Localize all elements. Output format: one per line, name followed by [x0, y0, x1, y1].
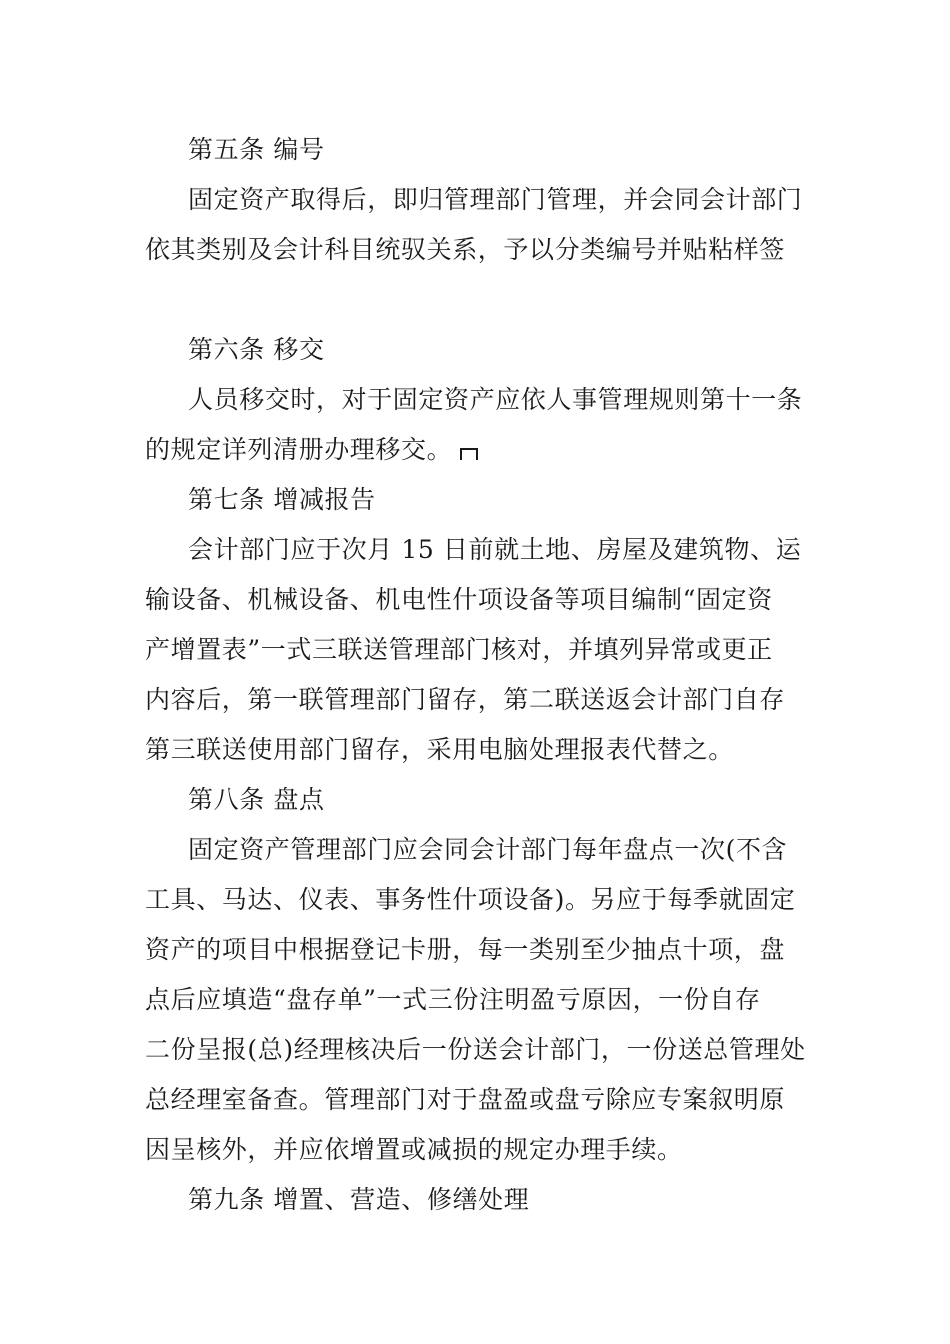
article-8-line-3: 资产的项目中根据登记卡册，每一类别至少抽点十项，盘 — [145, 935, 786, 964]
article-6-title: 第六条 移交 — [188, 335, 325, 364]
article-7-line-5: 第三联送使用部门留存，采用电脑处理报表代替之。 — [145, 735, 734, 764]
article-5-line-1: 固定资产取得后，即归管理部门管理，并会同会计部门 — [188, 185, 803, 214]
article-8-line-1: 固定资产管理部门应会同会计部门每年盘点一次(不含 — [188, 835, 788, 864]
article-6-line-1: 人员移交时，对于固定资产应依人事管理规则第十一条 — [188, 385, 803, 414]
article-8-line-2: 工具、马达、仪表、事务性什项设备)。另应于每季就固定 — [145, 885, 796, 914]
article-8-line-5: 二份呈报(总)经理核决后一份送会计部门，一份送总管理处 — [145, 1035, 806, 1064]
article-7-title: 第七条 增减报告 — [188, 485, 376, 514]
article-6-line-2 — [145, 433, 815, 467]
article-5-line-2: 依其类别及会计科目统驭关系，予以分类编号并贴粘样签 — [145, 235, 786, 264]
article-5-title: 第五条 编号 — [188, 135, 325, 164]
article-7-line-1: 会计部门应于次月 15 日前就土地、房屋及建筑物、运 — [188, 535, 802, 564]
article-7-line-3: 产增置表”一式三联送管理部门核对，并填列异常或更正 — [145, 635, 773, 664]
article-8-line-4: 点后应填造“盘存单”一式三份注明盈亏原因，一份自存 — [145, 985, 761, 1014]
article-9-title: 第九条 增置、营造、修缮处理 — [188, 1185, 530, 1214]
article-6-line-2-text: 的规定详列清册办理移交。 — [145, 435, 453, 464]
paragraph-mark-icon — [460, 448, 478, 460]
article-8-line-6: 总经理室备查。管理部门对于盘盈或盘亏除应专案叙明原 — [145, 1085, 786, 1114]
article-8-title: 第八条 盘点 — [188, 785, 325, 814]
article-7-line-2: 输设备、机械设备、机电性什项设备等项目编制“固定资 — [145, 585, 773, 614]
article-7-line-4: 内容后，第一联管理部门留存，第二联送返会计部门自存 — [145, 685, 786, 714]
article-8-line-7: 因呈核外，并应依增置或减损的规定办理手续。 — [145, 1135, 683, 1164]
